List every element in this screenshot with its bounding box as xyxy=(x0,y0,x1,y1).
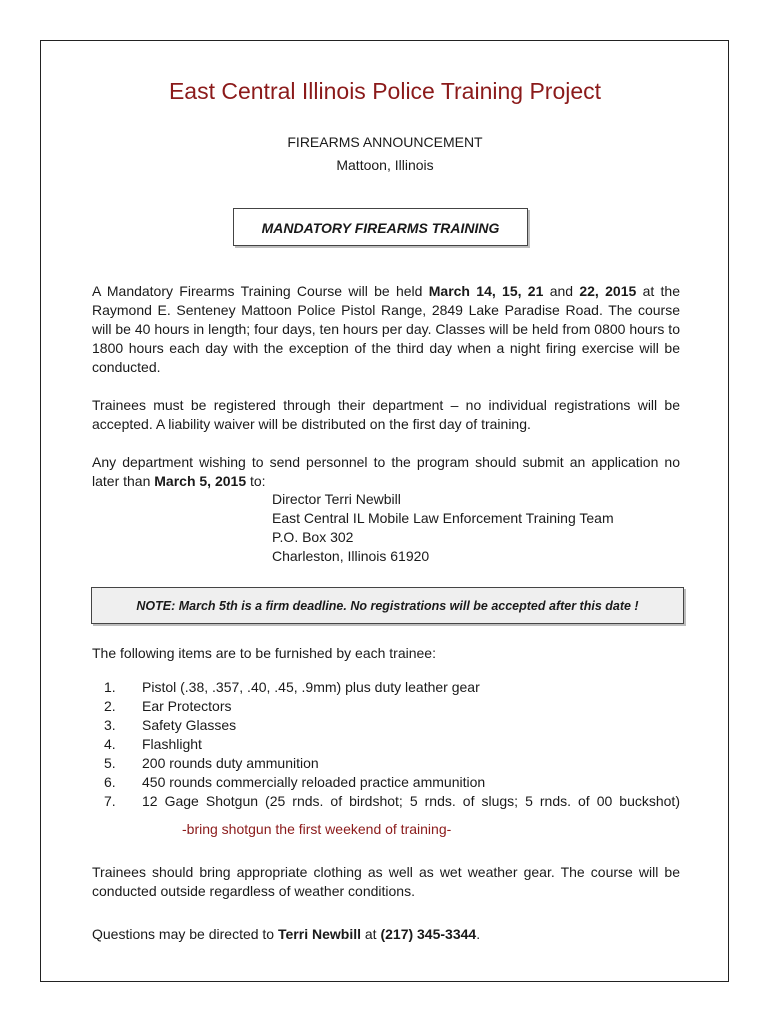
deadline-note: NOTE: March 5th is a firm deadline. No registrations will be accepted after this date ! xyxy=(91,587,684,624)
contact-phone: (217) 345-3344 xyxy=(380,926,477,942)
address-line: East Central IL Mobile Law Enforcement Training Team xyxy=(272,510,614,526)
items-intro: The following items are to be furnished by each trainee: xyxy=(92,645,436,661)
list-item: 2. Ear Protectors xyxy=(104,698,232,714)
contact-name: Terri Newbill xyxy=(278,926,361,942)
list-item: 4. Flashlight xyxy=(104,736,202,752)
address-line: Charleston, Illinois 61920 xyxy=(272,548,430,564)
application-paragraph: Any department wishing to send personnel to the program should submit an application no later than March 5, 2015 to: xyxy=(92,454,680,489)
list-item: 3. Safety Glasses xyxy=(104,717,237,733)
list-item: 6. 450 rounds commercially reloaded practice ammunition xyxy=(104,774,486,790)
course-dates: March 14, 15, 21 xyxy=(428,283,544,299)
questions-paragraph: Questions may be directed to Terri Newbill at (217) 345-3344. xyxy=(92,926,481,942)
training-banner: MANDATORY FIREARMS TRAINING xyxy=(233,208,528,246)
mailing-address xyxy=(272,490,614,566)
list-item: 1. Pistol (.38, .357, .40, .45, .9mm) plus duty leather gear xyxy=(104,679,480,695)
list-item: 5. 200 rounds duty ammunition xyxy=(104,755,319,771)
clothing-paragraph: Trainees should bring appropriate clothing as well as wet weather gear. The course will be conducted outside regardless of weather conditions. xyxy=(92,864,680,899)
shotgun-reminder: -bring shotgun the first weekend of training- xyxy=(182,821,452,837)
address-line: Director Terri Newbill xyxy=(272,491,401,507)
intro-paragraph: A Mandatory Firearms Training Course will be held March 14, 15, 21 and 22, 2015 at the Raymond E. Senteney Mattoon Police Pistol Range, 2849 Lake Paradise Road. The course will be 40 hours in length; four days, ten hours per day. Classes will be held from 0800 hours to 1800 hours each day with the exception of the third day when a night firing exercise will be conducted. xyxy=(92,283,681,375)
required-items-list xyxy=(92,678,680,811)
address-line: P.O. Box 302 xyxy=(272,529,354,545)
list-item: 7. 12 Gage Shotgun (25 rnds. of birdshot; 5 rnds. of slugs; 5 rnds. of 00 buckshot) xyxy=(104,793,680,809)
registration-paragraph: Trainees must be registered through their department – no individual registrations will be accepted. A liability waiver will be distributed on the first day of training. xyxy=(92,397,680,432)
document-title: East Central Illinois Police Training Project xyxy=(168,78,602,104)
announcement-heading: FIREARMS ANNOUNCEMENT xyxy=(287,134,483,150)
application-deadline: March 5, 2015 xyxy=(154,473,247,489)
location-subheading: Mattoon, Illinois xyxy=(336,157,434,173)
course-dates-final: 22, 2015 xyxy=(579,283,637,299)
